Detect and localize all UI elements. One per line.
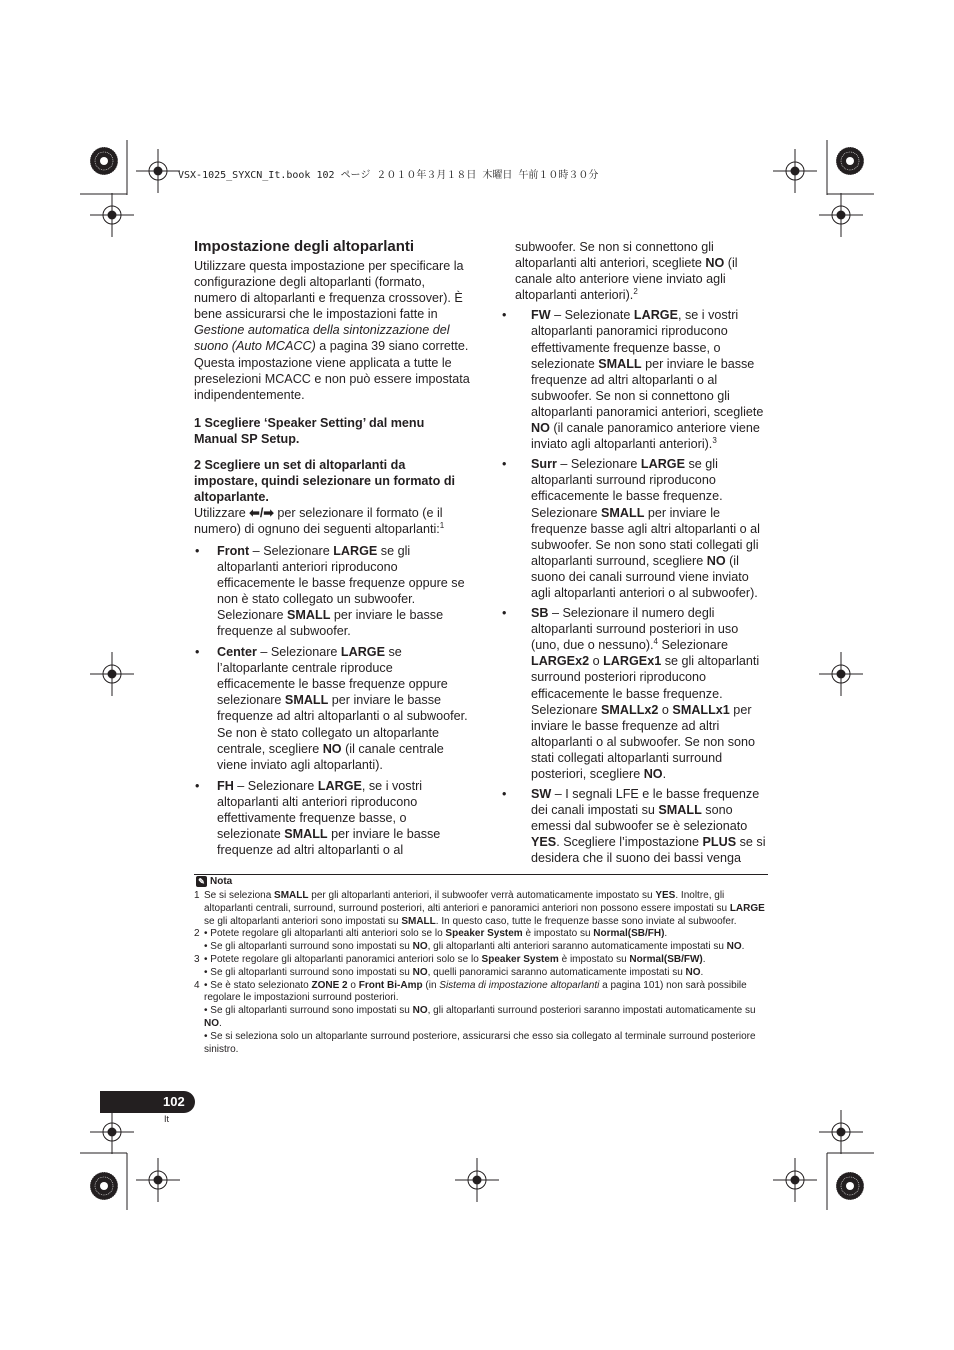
intro-paragraph: Utilizzare questa impostazione per specificare la configurazione degli altoparlanti (formato, numero di altoparlanti e frequenza crossover). È bene assicurarsi che le impostazioni fatte in Gestione automatica della sintonizzazione del suono (Auto MCACC) a pagina 39 siano corrette. Questa impostazione viene applicata a tutte le preselezioni MCACC e non può essere impostata indipendentemente. <box>194 259 470 402</box>
footnote-4: 4 • Se è stato selezionato ZONE 2 o Front Bi-Amp (in Sistema di impostazione altoparlanti a pagina 101) non sarà possibile regolare le impostazioni surround posteriori. <box>194 979 747 1004</box>
starburst-mark <box>90 1172 118 1200</box>
starburst-mark <box>836 147 864 175</box>
footnotes <box>194 890 770 1056</box>
footnote-2b: • Se gli altoparlanti surround sono impostati su NO, gli altoparlanti alti anteriori saranno automaticamente impostati su NO. <box>204 941 745 953</box>
starburst-mark <box>90 147 118 175</box>
footnote-3: 3 • Potete regolare gli altoparlanti panoramici anteriori solo se lo Speaker System è impostato su Normal(SB/FW). <box>194 953 706 965</box>
step-2: 2 Scegliere un set di altoparlanti da impostare, quindi selezionare un formato di altoparlante. <box>194 458 456 505</box>
page-language: It <box>164 1114 170 1124</box>
step-2-text: Utilizzare ⬅/➡ per selezionare il formato (e il numero) di ognuno dei seguenti altoparlanti:$^1$ <box>194 506 445 537</box>
crosshair-mark <box>819 1110 863 1154</box>
note-pencil-icon: ✎ <box>196 876 207 887</box>
bullet-sw: • SW – I segnali LFE e le basse frequenze dei canali impostati su SMALL sono emessi dal subwoofer se è selezionato YES. Scegliere l’impostazione PLUS se si desidera che il suono dei bassi venga <box>502 787 766 866</box>
crosshair-mark <box>136 1158 180 1202</box>
crosshair-mark <box>90 193 134 237</box>
footnote-4c: • Se si seleziona solo un altoparlante surround posteriore, assicurarsi che esso sia collegato al terminale surround posteriore sinistro. <box>204 1030 756 1055</box>
crosshair-mark <box>90 1110 134 1154</box>
bullet-sb: • SB – Selezionare il numero degli altoparlanti surround posteriori in uso (uno, due o nessuno).$^4$ Selezionare LARGEx2 o LARGEx1 se gli altoparlanti surround posteriori riproducono efficacemente le basse frequenze. Selezionare SMALLx2 o SMALLx1 per inviare le basse frequenze ad altri altoparlanti o al subwoofer. Se non sono stati collegati altoparlanti surround posteriori, scegliere NO. <box>502 606 760 781</box>
crosshair-mark <box>136 149 180 193</box>
bullet-center: • Center – Selezionare LARGE se l’altoparlante centrale riproduce efficacemente le basse frequenze oppure selezionare SMALL per inviare le basse frequenze ad altri altoparlanti o al subwoofer. Se non è stato collegato un altoparlante centrale, scegliere NO (il canale centrale viene inviato agli altoparlanti). <box>195 645 468 772</box>
bullet-fh-continued: subwoofer. Se non si connettono gli altoparlanti alti anteriori, scegliete NO (il canale alto anteriore viene inviato agli altoparlanti anteriori).$^2$ <box>515 240 738 303</box>
crosshair-mark <box>455 1158 499 1202</box>
footnote-1: 1 Se si seleziona SMALL per gli altoparlanti anteriori, il subwoofer verrà automaticamente impostato su YES. Inoltre, gli altoparlanti centrali, surround, surround posteriori, alti anteriori e panoramici anteriori non possono essere impostati su LARGE se gli altoparlanti anteriori sono impostati su SMALL. In questo caso, tutte le frequenze basse sono inviate al subwoofer. <box>194 890 765 927</box>
crosshair-mark <box>773 1158 817 1202</box>
right-column <box>502 239 769 867</box>
page-number: 102 <box>163 1094 185 1109</box>
print-file-info: VSX-1025_SYXCN_It.book 102 ページ ２０１０年３月１８日 木曜日 午前１０時３０分 <box>178 170 599 181</box>
bullet-fw: • FW – Selezionate LARGE, se i vostri altoparlanti panoramici riproducono effettivamente frequenze basse, o selezionate SMALL per inviare le basse frequenze ad altri altoparlanti o al subwoofer. Se non si connettono gli altoparlanti panoramici anteriori, scegliete NO (il canale panoramico anteriore viene inviato agli altoparlanti anteriori).$^3$ <box>502 308 764 452</box>
bullet-surr: • Surr – Selezionare LARGE se gli altoparlanti surround riproducono efficacemente le basse frequenze. Selezionare SMALL per inviare le frequenze basse agli altri altoparlanti o al subwoofer. Se non sono stati collegati gli altoparlanti surround, scegliere NO (il suono dei canali surround viene inviato agli altoparlanti anteriori o al subwoofer). <box>502 457 760 600</box>
starburst-mark <box>836 1172 864 1200</box>
step-1: 1 Scegliere ‘Speaker Setting’ dal menu Manual SP Setup. <box>194 415 425 446</box>
crosshair-mark <box>773 149 817 193</box>
crosshair-mark <box>819 193 863 237</box>
footnote-2: 2 • Potete regolare gli altoparlanti alti anteriori solo se lo Speaker System è impostato su Normal(SB/FH). <box>194 928 668 940</box>
crosshair-mark <box>819 652 863 696</box>
footnote-4b: • Se gli altoparlanti surround sono impostati su NO, gli altoparlanti surround posteriori saranno impostati automaticamente su NO. <box>204 1005 756 1029</box>
section-title: Impostazione degli altoparlanti <box>194 238 415 255</box>
bullet-fh: • FH – Selezionare LARGE, se i vostri altoparlanti alti anteriori riproducono effettivamente frequenze basse, o selezionate SMALL per inviare le basse frequenze ad altri altoparlanti o al <box>195 778 441 858</box>
arrow-keys-icon: ⬅/➡ <box>249 506 274 521</box>
crosshair-mark <box>90 652 134 696</box>
bullet-front: • Front – Selezionare LARGE se gli altoparlanti anteriori riproducono efficacemente le basse frequenze oppure se non è stato collegato un subwoofer. Selezionare SMALL per inviare le basse frequenze al subwoofer. <box>195 543 465 638</box>
left-column <box>194 238 470 858</box>
notes-divider <box>194 874 768 875</box>
footnote-3b: • Se gli altoparlanti surround sono impostati su NO, quelli panoramici saranno automaticamente impostati su NO. <box>204 966 704 978</box>
notes-header <box>196 876 232 887</box>
notes-label: Nota <box>210 876 233 887</box>
